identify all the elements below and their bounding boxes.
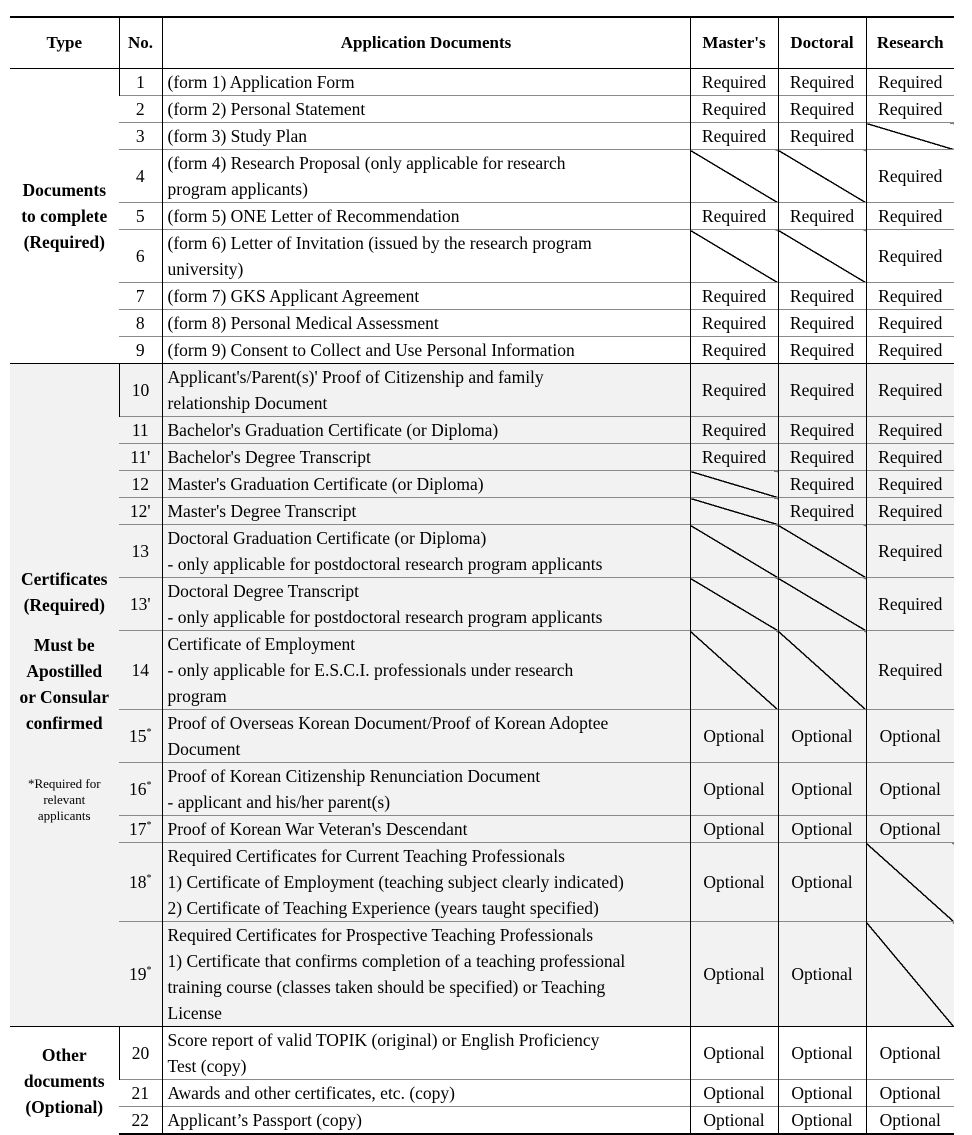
type-label-line: (Optional) xyxy=(25,1096,104,1117)
document-name xyxy=(162,816,690,843)
document-name-line: - only applicable for postdoctoral research program applicants xyxy=(167,554,603,574)
row-number xyxy=(119,1107,162,1135)
footnote-marker: * xyxy=(146,727,152,738)
type-sub-label xyxy=(15,632,114,736)
status-masters: Required xyxy=(690,337,778,364)
row-number xyxy=(119,922,162,1027)
table-header xyxy=(10,17,954,69)
row-number xyxy=(119,123,162,150)
type-sub-label-line: or Consular xyxy=(19,687,110,707)
document-name-line: Score report of valid TOPIK (original) or English Proficiency xyxy=(167,1030,600,1050)
document-name xyxy=(162,417,690,444)
table-row xyxy=(10,444,954,471)
type-note xyxy=(15,776,114,824)
document-name-line: Applicant’s Passport (copy) xyxy=(167,1110,362,1130)
status-not-applicable-masters xyxy=(690,150,778,203)
document-name xyxy=(162,1080,690,1107)
status-research: Required xyxy=(866,417,954,444)
status-research: Required xyxy=(866,498,954,525)
document-name-line: Proof of Korean War Veteran's Descendant xyxy=(167,819,468,839)
type-note-line: relevant xyxy=(43,792,86,807)
row-number xyxy=(119,310,162,337)
row-number xyxy=(119,69,162,96)
document-name xyxy=(162,96,690,123)
status-research: Required xyxy=(866,525,954,578)
document-name xyxy=(162,763,690,816)
status-doctoral: Required xyxy=(778,337,866,364)
row-number-text: 8 xyxy=(135,313,145,333)
status-research: Required xyxy=(866,203,954,230)
status-not-applicable-masters xyxy=(690,498,778,525)
document-name-line: Document xyxy=(167,739,241,759)
table-row xyxy=(10,498,954,525)
status-research: Required xyxy=(866,631,954,710)
document-name-line: (form 4) Research Proposal (only applicable for research xyxy=(167,153,566,173)
row-number-text: 10 xyxy=(131,380,150,400)
document-name xyxy=(162,150,690,203)
row-number xyxy=(119,710,162,763)
row-number xyxy=(119,498,162,525)
row-number-text: 2 xyxy=(135,99,145,119)
row-number-text: 7 xyxy=(135,286,145,306)
document-name-line: Required Certificates for Current Teaching Professionals xyxy=(167,846,565,866)
document-name-line: Bachelor's Graduation Certificate (or Diploma) xyxy=(167,420,499,440)
status-research: Required xyxy=(866,96,954,123)
status-not-applicable-masters xyxy=(690,631,778,710)
status-masters: Required xyxy=(690,96,778,123)
status-doctoral: Optional xyxy=(778,816,866,843)
status-research: Required xyxy=(866,310,954,337)
status-not-applicable-masters xyxy=(690,230,778,283)
status-masters: Optional xyxy=(690,843,778,922)
status-research: Required xyxy=(866,364,954,417)
row-number xyxy=(119,843,162,922)
status-doctoral: Optional xyxy=(778,1027,866,1080)
type-cell-other-documents xyxy=(10,1027,119,1135)
status-not-applicable-research xyxy=(866,922,954,1027)
row-number xyxy=(119,1027,162,1080)
row-number-text: 12' xyxy=(129,501,151,521)
row-number-text: 13 xyxy=(131,541,149,561)
document-name xyxy=(162,498,690,525)
table-row xyxy=(10,578,954,631)
document-name-line: program applicants) xyxy=(167,179,308,199)
row-number xyxy=(119,578,162,631)
type-label-line: to complete xyxy=(21,206,108,226)
table-row xyxy=(10,417,954,444)
table-row xyxy=(10,525,954,578)
status-research: Optional xyxy=(866,763,954,816)
type-label-line: (Required) xyxy=(23,232,105,252)
status-doctoral: Optional xyxy=(778,922,866,1027)
document-name-line: Applicant's/Parent(s)' Proof of Citizenship and family xyxy=(167,367,544,387)
type-sub-label-line: Apostilled xyxy=(26,661,103,681)
row-number-text: 21 xyxy=(131,1083,149,1103)
footnote-marker: * xyxy=(146,965,152,976)
status-doctoral: Required xyxy=(778,417,866,444)
status-not-applicable-masters xyxy=(690,471,778,498)
document-name xyxy=(162,578,690,631)
document-name-line: Bachelor's Degree Transcript xyxy=(167,447,371,467)
document-name-line: Master's Degree Transcript xyxy=(167,501,357,521)
row-number xyxy=(119,417,162,444)
row-number xyxy=(119,444,162,471)
row-number-text: 17 xyxy=(129,819,147,839)
status-doctoral: Required xyxy=(778,203,866,230)
row-number-text: 1 xyxy=(136,72,145,92)
status-masters: Required xyxy=(690,364,778,417)
table-row xyxy=(10,710,954,763)
document-name-line: (form 3) Study Plan xyxy=(167,126,308,146)
document-name-line: - applicant and his/her parent(s) xyxy=(167,792,391,812)
status-masters: Optional xyxy=(690,1107,778,1135)
document-name xyxy=(162,337,690,364)
status-doctoral: Required xyxy=(778,283,866,310)
row-number xyxy=(119,1080,162,1107)
table-row xyxy=(10,96,954,123)
document-name-line: relationship Document xyxy=(167,393,328,413)
table-row xyxy=(10,816,954,843)
table-row xyxy=(10,1080,954,1107)
status-masters: Optional xyxy=(690,1027,778,1080)
row-number-text: 22 xyxy=(131,1110,149,1130)
document-name-line: university) xyxy=(167,259,244,279)
table-row xyxy=(10,283,954,310)
document-name xyxy=(162,1107,690,1135)
table-row xyxy=(10,1027,954,1080)
row-number-text: 11 xyxy=(131,420,149,440)
type-label-line: (Required) xyxy=(23,595,105,615)
table-row xyxy=(10,922,954,1027)
status-not-applicable-masters xyxy=(690,578,778,631)
header-row xyxy=(10,17,954,69)
status-masters: Required xyxy=(690,69,778,96)
row-number-text: 4 xyxy=(135,166,145,186)
row-number-text: 14 xyxy=(131,660,149,680)
status-not-applicable-doctoral xyxy=(778,631,866,710)
header-documents: Application Documents xyxy=(162,17,690,69)
status-not-applicable-doctoral xyxy=(778,150,866,203)
status-research: Optional xyxy=(866,1107,954,1135)
application-documents-table xyxy=(10,16,954,1135)
document-name xyxy=(162,230,690,283)
status-masters: Optional xyxy=(690,816,778,843)
document-name-line: program xyxy=(167,686,227,706)
table-row xyxy=(10,150,954,203)
row-number xyxy=(119,150,162,203)
status-research: Optional xyxy=(866,1027,954,1080)
type-label-line: Other xyxy=(41,1044,87,1065)
type-cell-required-forms xyxy=(10,69,119,364)
table-row xyxy=(10,123,954,150)
document-name-line: 1) Certificate of Employment (teaching subject clearly indicated) xyxy=(167,872,624,892)
type-note-line: applicants xyxy=(37,808,91,823)
status-doctoral: Required xyxy=(778,310,866,337)
document-name xyxy=(162,1027,690,1080)
document-name-line: (form 7) GKS Applicant Agreement xyxy=(167,286,420,306)
status-doctoral: Required xyxy=(778,123,866,150)
row-number-text: 19 xyxy=(129,964,147,984)
document-name-line: 1) Certificate that confirms completion of a teaching professional xyxy=(167,951,626,971)
document-name xyxy=(162,310,690,337)
table-row xyxy=(10,203,954,230)
document-name xyxy=(162,69,690,96)
document-name xyxy=(162,123,690,150)
document-name-line: Awards and other certificates, etc. (copy) xyxy=(167,1083,455,1103)
table-body xyxy=(10,69,954,1135)
row-number xyxy=(119,230,162,283)
row-number xyxy=(119,203,162,230)
row-number-text: 16 xyxy=(129,779,147,799)
row-number xyxy=(119,525,162,578)
table-row xyxy=(10,69,954,96)
table-row xyxy=(10,843,954,922)
document-name xyxy=(162,710,690,763)
status-masters: Required xyxy=(690,123,778,150)
document-name-line: 2) Certificate of Teaching Experience (years taught specified) xyxy=(167,898,599,918)
type-sub-label-line: confirmed xyxy=(25,713,103,733)
header-no: No. xyxy=(119,17,162,69)
document-name-line: License xyxy=(167,1003,222,1023)
status-masters: Required xyxy=(690,310,778,337)
row-number-text: 5 xyxy=(135,206,145,226)
document-name xyxy=(162,471,690,498)
status-research: Optional xyxy=(866,710,954,763)
status-not-applicable-research xyxy=(866,123,954,150)
row-number xyxy=(119,283,162,310)
status-research: Optional xyxy=(866,1080,954,1107)
header-type: Type xyxy=(10,17,119,69)
row-number xyxy=(119,471,162,498)
status-doctoral: Optional xyxy=(778,1107,866,1135)
document-name-line: (form 5) ONE Letter of Recommendation xyxy=(167,206,460,226)
status-not-applicable-masters xyxy=(690,525,778,578)
status-research: Required xyxy=(866,337,954,364)
row-number-text: 12 xyxy=(131,474,149,494)
type-label-line: Certificates xyxy=(21,569,108,589)
table-row xyxy=(10,310,954,337)
status-masters: Optional xyxy=(690,763,778,816)
document-name-line: Doctoral Degree Transcript xyxy=(167,581,359,601)
status-masters: Required xyxy=(690,283,778,310)
row-number-text: 11' xyxy=(130,447,151,467)
document-name xyxy=(162,444,690,471)
document-name xyxy=(162,843,690,922)
status-doctoral: Required xyxy=(778,498,866,525)
status-masters: Required xyxy=(690,444,778,471)
status-research: Required xyxy=(866,578,954,631)
table-row xyxy=(10,364,954,417)
status-research: Required xyxy=(866,69,954,96)
document-name-line: Required Certificates for Prospective Teaching Professionals xyxy=(167,925,594,945)
row-number-text: 20 xyxy=(131,1043,150,1063)
status-doctoral: Optional xyxy=(778,763,866,816)
status-doctoral: Optional xyxy=(778,1080,866,1107)
status-research: Required xyxy=(866,471,954,498)
table-row xyxy=(10,631,954,710)
document-name-line: Master's Graduation Certificate (or Diploma) xyxy=(167,474,484,494)
status-doctoral: Optional xyxy=(778,710,866,763)
row-number-text: 15 xyxy=(129,726,147,746)
row-number xyxy=(119,631,162,710)
document-name-line: - only applicable for postdoctoral research program applicants xyxy=(167,607,603,627)
row-number xyxy=(119,96,162,123)
row-number xyxy=(119,364,162,417)
document-name xyxy=(162,922,690,1027)
table-row xyxy=(10,763,954,816)
status-not-applicable-research xyxy=(866,843,954,922)
table-row xyxy=(10,337,954,364)
document-name-line: (form 6) Letter of Invitation (issued by the research program xyxy=(167,233,592,253)
document-name-line: Certificate of Employment xyxy=(167,634,356,654)
document-name xyxy=(162,203,690,230)
document-name-line: Proof of Overseas Korean Document/Proof of Korean Adoptee xyxy=(167,713,609,733)
footnote-marker: * xyxy=(146,780,152,791)
type-label-line: Documents xyxy=(22,180,107,200)
status-masters: Required xyxy=(690,417,778,444)
table-row xyxy=(10,1107,954,1135)
document-name xyxy=(162,525,690,578)
row-number-text: 18 xyxy=(129,872,147,892)
row-number xyxy=(119,337,162,364)
document-name-line: (form 8) Personal Medical Assessment xyxy=(167,313,439,333)
row-number-text: 3 xyxy=(135,126,145,146)
type-cell-certificates xyxy=(10,364,119,1027)
status-doctoral: Required xyxy=(778,96,866,123)
header-research: Research xyxy=(866,17,954,69)
table-row xyxy=(10,230,954,283)
row-number xyxy=(119,763,162,816)
status-research: Required xyxy=(866,150,954,203)
document-name-line: (form 2) Personal Statement xyxy=(167,99,366,119)
status-doctoral: Required xyxy=(778,471,866,498)
row-number xyxy=(119,816,162,843)
status-not-applicable-doctoral xyxy=(778,230,866,283)
status-not-applicable-doctoral xyxy=(778,525,866,578)
status-masters: Optional xyxy=(690,710,778,763)
document-name-line: training course (classes taken should be specified) or Teaching xyxy=(167,977,606,997)
type-label-line: documents xyxy=(23,1070,105,1091)
status-masters: Optional xyxy=(690,1080,778,1107)
document-name-line: (form 1) Application Form xyxy=(167,72,355,92)
status-doctoral: Required xyxy=(778,69,866,96)
document-name-line: - only applicable for E.S.C.I. professionals under research xyxy=(167,660,574,680)
status-not-applicable-doctoral xyxy=(778,578,866,631)
type-sub-label-line: Must be xyxy=(33,635,95,655)
document-name-line: (form 9) Consent to Collect and Use Personal Information xyxy=(167,340,575,360)
status-doctoral: Optional xyxy=(778,843,866,922)
status-doctoral: Required xyxy=(778,364,866,417)
type-note-line: *Required for xyxy=(27,776,101,791)
status-research: Required xyxy=(866,283,954,310)
status-doctoral: Required xyxy=(778,444,866,471)
row-number-text: 9 xyxy=(135,340,145,360)
status-research: Required xyxy=(866,230,954,283)
row-number-text: 6 xyxy=(135,246,145,266)
header-doctoral: Doctoral xyxy=(778,17,866,69)
row-number-text: 13' xyxy=(129,594,151,614)
status-research: Optional xyxy=(866,816,954,843)
footnote-marker: * xyxy=(146,873,152,884)
document-name xyxy=(162,631,690,710)
status-research: Required xyxy=(866,444,954,471)
table-row xyxy=(10,471,954,498)
status-masters: Required xyxy=(690,203,778,230)
document-name-line: Test (copy) xyxy=(167,1056,247,1076)
document-name-line: Doctoral Graduation Certificate (or Diploma) xyxy=(167,528,487,548)
document-name xyxy=(162,283,690,310)
document-name-line: Proof of Korean Citizenship Renunciation Document xyxy=(167,766,541,786)
footnote-marker: * xyxy=(146,820,152,831)
document-name xyxy=(162,364,690,417)
header-masters: Master's xyxy=(690,17,778,69)
status-masters: Optional xyxy=(690,922,778,1027)
